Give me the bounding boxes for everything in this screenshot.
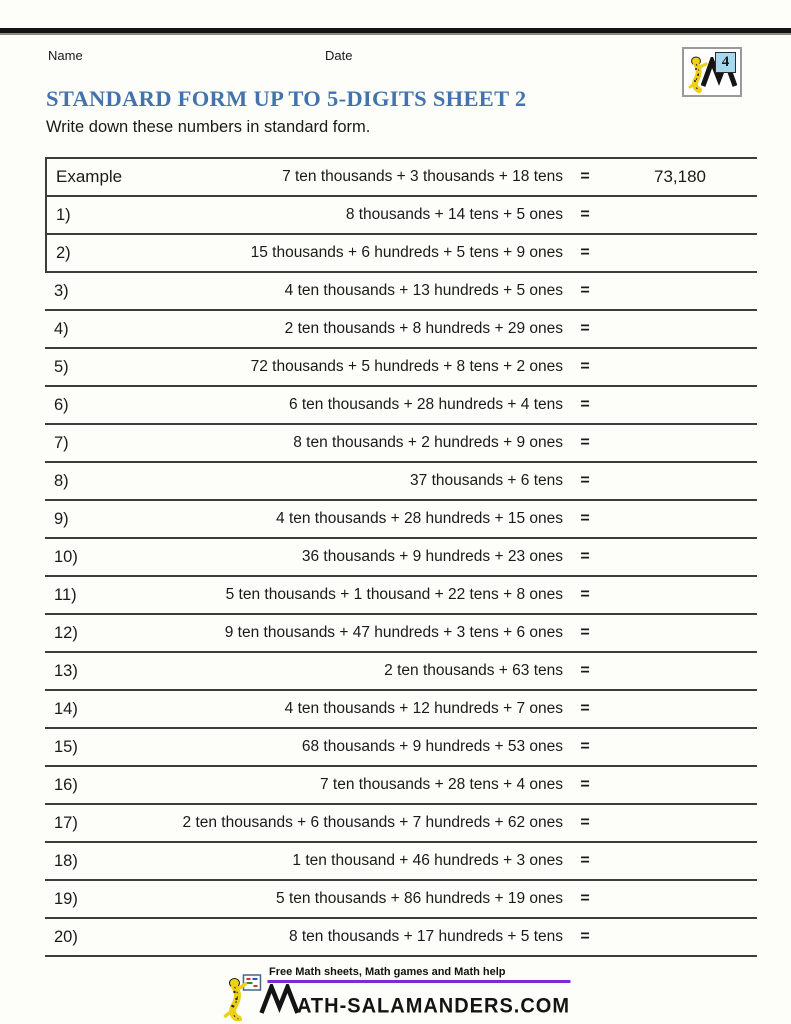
row-number: Example — [56, 167, 123, 186]
page-title: STANDARD FORM UP TO 5-DIGITS SHEET 2 — [46, 86, 527, 111]
row-number: 14) — [54, 699, 78, 718]
table-row — [45, 233, 757, 271]
row-expression: 2 ten thousands + 63 tens — [384, 662, 563, 679]
salamander-easel-icon — [221, 971, 265, 1019]
equals-sign: = — [580, 738, 590, 755]
row-expression: 4 ten thousands + 13 hundreds + 5 ones — [284, 282, 563, 299]
math-salamanders-badge — [682, 47, 742, 97]
row-expression: 72 thousands + 5 hundreds + 8 tens + 2 ones — [250, 358, 563, 375]
equals-sign: = — [580, 928, 590, 945]
equals-sign: = — [580, 662, 590, 679]
row-number: 2) — [56, 243, 71, 262]
row-expression: 8 ten thousands + 17 hundreds + 5 tens — [288, 928, 563, 945]
table-row — [45, 879, 757, 917]
row-number: 16) — [54, 775, 78, 794]
equals-sign: = — [580, 586, 590, 603]
row-number: 9) — [54, 509, 69, 528]
row-expression: 4 ten thousands + 28 hundreds + 15 ones — [276, 510, 563, 527]
table-row — [45, 537, 757, 575]
table-row — [45, 271, 757, 309]
row-number: 13) — [54, 661, 78, 680]
table-row — [45, 765, 757, 803]
table-row — [45, 309, 757, 347]
equals-sign: = — [580, 168, 590, 185]
table-row — [45, 575, 757, 613]
table-row — [45, 423, 757, 461]
row-number: 4) — [54, 319, 69, 338]
instruction-text: Write down these numbers in standard form. — [46, 118, 371, 136]
equals-sign: = — [580, 548, 590, 565]
row-expression: 36 thousands + 9 hundreds + 23 ones — [301, 548, 563, 565]
row-number: 1) — [56, 205, 71, 224]
row-expression: 4 ten thousands + 12 hundreds + 7 ones — [284, 700, 563, 717]
equals-sign: = — [580, 358, 590, 375]
table-row — [45, 385, 757, 423]
table-row — [45, 917, 757, 955]
row-expression: 2 ten thousands + 6 thousands + 7 hundreds + 62 ones — [182, 814, 563, 831]
equals-sign: = — [580, 434, 590, 451]
equals-sign: = — [580, 624, 590, 641]
row-expression: 9 ten thousands + 47 hundreds + 3 tens + 6 ones — [224, 624, 563, 641]
equals-sign: = — [580, 776, 590, 793]
row-number: 7) — [54, 433, 69, 452]
row-number: 12) — [54, 623, 78, 642]
table-row — [45, 651, 757, 689]
row-expression: 7 ten thousands + 3 thousands + 18 tens — [282, 168, 563, 185]
row-expression: 5 ten thousands + 86 hundreds + 19 ones — [276, 890, 563, 907]
equals-sign: = — [580, 472, 590, 489]
equals-sign: = — [580, 320, 590, 337]
equals-sign: = — [580, 396, 590, 413]
row-expression: 15 thousands + 6 hundreds + 5 tens + 9 ones — [250, 244, 563, 261]
equals-sign: = — [580, 890, 590, 907]
table-row — [45, 613, 757, 651]
row-number: 11) — [54, 585, 77, 604]
name-label: Name — [48, 48, 83, 63]
equals-sign: = — [580, 206, 590, 223]
top-rule — [0, 28, 791, 35]
m-logo-icon — [259, 984, 299, 1019]
footer-tagline: Free Math sheets, Math games and Math help — [268, 966, 506, 978]
row-number: 17) — [54, 813, 78, 832]
table-row — [45, 689, 757, 727]
table-row — [45, 841, 757, 879]
row-number: 20) — [54, 927, 78, 946]
date-label: Date — [325, 48, 353, 63]
table-row — [45, 347, 757, 385]
table-row — [45, 195, 757, 233]
worksheet-table — [45, 157, 757, 957]
row-number: 19) — [54, 889, 78, 908]
equals-sign: = — [580, 510, 590, 527]
site-name: ATH-SALAMANDERS.COM — [296, 994, 571, 1018]
row-number: 6) — [54, 395, 69, 414]
row-expression: 5 ten thousands + 1 thousand + 22 tens + 8 ones — [225, 586, 563, 603]
row-number: 15) — [54, 737, 78, 756]
row-number: 18) — [54, 851, 78, 870]
row-number: 3) — [54, 281, 69, 300]
equals-sign: = — [580, 244, 590, 261]
row-expression: 68 thousands + 9 hundreds + 53 ones — [301, 738, 563, 755]
row-number: 5) — [54, 357, 69, 376]
row-expression: 8 ten thousands + 2 hundreds + 9 ones — [293, 434, 563, 451]
row-expression: 8 thousands + 14 tens + 5 ones — [345, 206, 563, 223]
row-expression: 1 ten thousand + 46 hundreds + 3 ones — [292, 852, 563, 869]
row-expression: 7 ten thousands + 28 tens + 4 ones — [319, 776, 563, 793]
example-answer: 73,180 — [654, 167, 706, 186]
equals-sign: = — [580, 814, 590, 831]
footer-brand — [221, 966, 570, 1019]
grade-number-card: 4 — [715, 52, 736, 73]
table-row — [45, 499, 757, 537]
table-row — [45, 461, 757, 499]
table-row — [45, 727, 757, 765]
equals-sign: = — [580, 852, 590, 869]
equals-sign: = — [580, 282, 590, 299]
row-number: 10) — [54, 547, 78, 566]
row-number: 8) — [54, 471, 69, 490]
example-row — [45, 157, 757, 195]
row-expression: 2 ten thousands + 8 hundreds + 29 ones — [284, 320, 563, 337]
equals-sign: = — [580, 700, 590, 717]
table-row — [45, 803, 757, 841]
purple-underline — [267, 980, 570, 983]
row-expression: 6 ten thousands + 28 hundreds + 4 tens — [288, 396, 563, 413]
row-expression: 37 thousands + 6 tens — [410, 472, 563, 489]
